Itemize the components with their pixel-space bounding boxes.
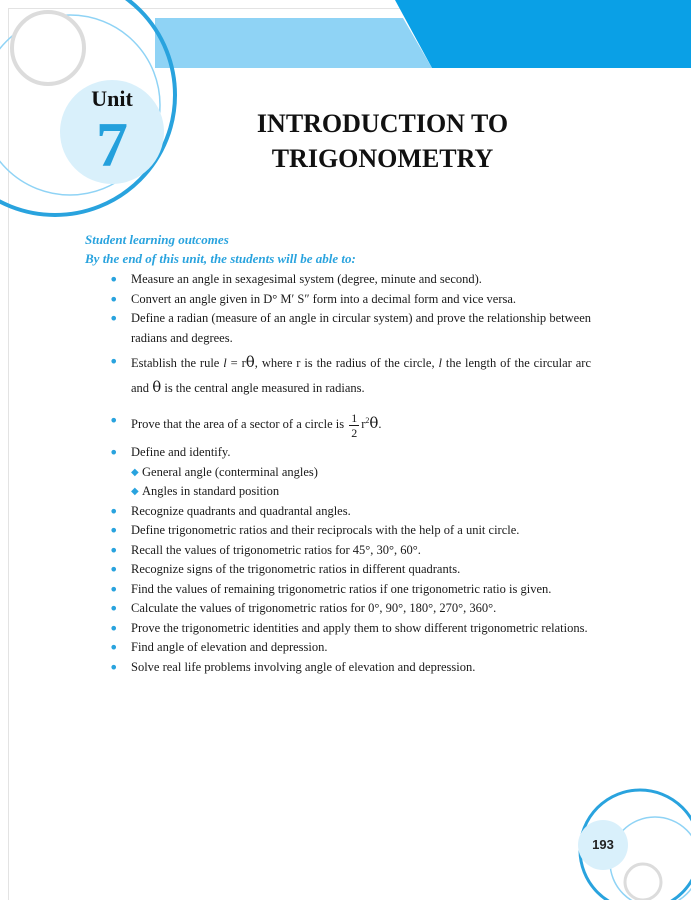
chapter-title-line-2: TRIGONOMETRY xyxy=(271,144,494,173)
bullet-icon: • xyxy=(109,270,119,289)
bullet-icon: • xyxy=(109,599,119,619)
bullet-icon: • xyxy=(109,411,119,430)
diamond-bullet-icon: ◆ xyxy=(131,486,139,498)
bullet-icon: • xyxy=(109,521,119,541)
list-item-text: Establish the rule l = rθ, where r is the radius of the circle, l the length of the circular arc and θ is the central angle measured in radians. xyxy=(131,353,591,396)
top-banner-dark xyxy=(395,0,691,68)
list-item xyxy=(105,580,591,600)
list-item xyxy=(105,599,591,619)
unit-label: Unit xyxy=(91,86,133,111)
bullet-icon: • xyxy=(109,540,119,560)
page-number: 193 xyxy=(578,820,628,870)
bullet-icon: • xyxy=(109,579,119,599)
list-item xyxy=(105,290,591,310)
list-item-text: Solve real life problems involving angle of elevation and depression. xyxy=(131,659,476,674)
list-item-text: Recall the values of trigonometric ratios for 45°, 30°, 60°. xyxy=(131,542,421,557)
list-item-text: Convert an angle given in D° M′ S″ form into a decimal form and vice versa. xyxy=(131,291,517,306)
list-item xyxy=(105,638,591,658)
bullet-icon: • xyxy=(109,638,119,658)
list-item-text: Find the values of remaining trigonometric ratios if one trigonometric ratio is given. xyxy=(131,581,552,596)
list-item-text: Define trigonometric ratios and their reciprocals with the help of a unit circle. xyxy=(131,523,520,538)
bullet-icon: • xyxy=(109,657,119,677)
diamond-bullet-icon: ◆ xyxy=(131,466,139,478)
bullet-icon: • xyxy=(109,443,119,463)
outcomes-list xyxy=(105,270,591,677)
fraction-one-half: $\frac{1}{2}$ xyxy=(351,410,358,440)
outcomes-intro: By the end of this unit, the students will be able to: xyxy=(85,251,356,266)
list-item xyxy=(105,309,591,348)
corner-ring xyxy=(625,864,661,900)
list-item-text: Measure an angle in sexagesimal system (degree, minute and second). xyxy=(131,272,482,286)
list-item-text: Recognize signs of the trigonometric ratios in different quadrants. xyxy=(131,562,461,577)
list-item xyxy=(105,541,591,561)
list-item-text: Define a radian (measure of an angle in circular system) and prove the relationship between radians and degrees. xyxy=(131,311,591,345)
list-item-text: Prove the trigonometric identities and apply them to show different trigonometric relations. xyxy=(131,620,588,635)
bullet-icon: • xyxy=(109,352,119,371)
list-item-text: Calculate the values of trigonometric ratios for 0°, 90°, 180°, 270°, 360°. xyxy=(131,601,497,616)
top-banner-light xyxy=(155,18,432,68)
list-item xyxy=(105,619,591,639)
list-item xyxy=(105,270,591,290)
bullet-icon: • xyxy=(109,501,119,521)
sub-list-item-text: Angles in standard position xyxy=(142,484,280,499)
chapter-title xyxy=(200,106,565,176)
list-item xyxy=(105,350,591,400)
list-item-text: Find angle of elevation and depression. xyxy=(131,640,328,655)
sub-list-item-text: General angle (conterminal angles) xyxy=(142,464,318,479)
list-item xyxy=(105,658,591,678)
list-item xyxy=(105,502,591,522)
list-item-text: Prove that the area of a sector of a circle is $\frac{1}{2}$ $r^2\theta$. xyxy=(131,410,382,440)
list-item xyxy=(105,443,591,463)
sub-list-item xyxy=(105,463,591,483)
unit-number: 7 xyxy=(96,109,128,180)
ring-decoration xyxy=(12,12,84,84)
sub-list-item xyxy=(105,482,591,502)
list-item xyxy=(105,521,591,541)
list-item xyxy=(105,560,591,580)
chapter-title-line-1: INTRODUCTION TO xyxy=(256,109,509,138)
outcomes-heading: Student learning outcomes xyxy=(85,232,229,247)
list-item xyxy=(105,404,591,441)
list-item-text: Define and identify. xyxy=(131,445,231,460)
list-item-text: Recognize quadrants and quadrantal angles. xyxy=(131,503,351,518)
bullet-icon: • xyxy=(109,618,119,638)
bullet-icon: • xyxy=(109,560,119,580)
bullet-icon: • xyxy=(109,289,119,309)
bullet-icon: • xyxy=(109,309,119,328)
